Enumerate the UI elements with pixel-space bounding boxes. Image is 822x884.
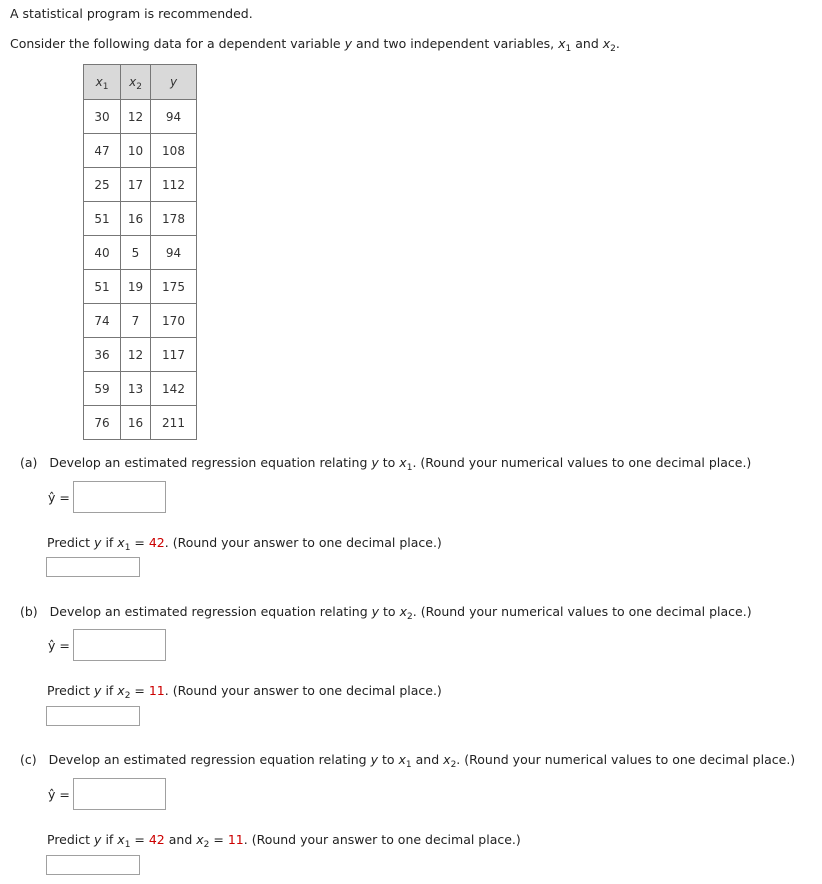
table-header-row	[84, 65, 197, 100]
cell-y: 175	[151, 270, 197, 304]
cell-y: 94	[151, 236, 197, 270]
cell-y: 94	[151, 100, 197, 134]
header-x1: $x_1$	[84, 65, 121, 100]
part-b-prediction-input[interactable]	[46, 706, 140, 726]
cell-x2: 5	[121, 236, 151, 270]
part-c-equation-input[interactable]	[73, 778, 166, 810]
cell-x2: 17	[121, 168, 151, 202]
table-row	[84, 236, 197, 270]
cell-x1: 25	[84, 168, 121, 202]
cell-x1: 74	[84, 304, 121, 338]
part-a-yhat-label: ŷ =	[48, 490, 70, 505]
table-row	[84, 100, 197, 134]
cell-x2: 10	[121, 134, 151, 168]
cell-y: 112	[151, 168, 197, 202]
cell-x2: 12	[121, 338, 151, 372]
data-table	[83, 64, 197, 440]
part-a-predict-prompt: Predict y if $x_1 = 42$. (Round your answer to one decimal place.)	[47, 535, 442, 553]
cell-x1: 47	[84, 134, 121, 168]
table-row	[84, 202, 197, 236]
cell-x1: 36	[84, 338, 121, 372]
cell-y: 178	[151, 202, 197, 236]
cell-y: 211	[151, 406, 197, 440]
cell-x1: 51	[84, 270, 121, 304]
table-row	[84, 406, 197, 440]
cell-x2: 13	[121, 372, 151, 406]
cell-y: 117	[151, 338, 197, 372]
part-a-question: (a) Develop an estimated regression equation relating y to $x_1$. (Round your numerical values to one decimal place.)	[20, 455, 752, 473]
header-y: y	[151, 65, 197, 100]
part-b-predict-prompt: Predict y if $x_2 = 11$. (Round your answer to one decimal place.)	[47, 683, 442, 701]
part-c-predict-prompt: Predict y if $x_1 = 42$ and $x_2 = 11$. (Round your answer to one decimal place.)	[47, 832, 521, 850]
cell-x1: 51	[84, 202, 121, 236]
cell-x2: 16	[121, 406, 151, 440]
cell-x1: 40	[84, 236, 121, 270]
table-row	[84, 134, 197, 168]
table-row	[84, 372, 197, 406]
cell-x1: 76	[84, 406, 121, 440]
cell-y: 108	[151, 134, 197, 168]
cell-y: 170	[151, 304, 197, 338]
table-row	[84, 338, 197, 372]
intro-line-2: Consider the following data for a dependent variable y and two independent variables, $x_1$ and $x_2$.	[10, 36, 620, 54]
header-x2: $x_2$	[121, 65, 151, 100]
part-b-yhat-label: ŷ =	[48, 638, 70, 653]
cell-y: 142	[151, 372, 197, 406]
part-a-equation-input[interactable]	[73, 481, 166, 513]
cell-x2: 16	[121, 202, 151, 236]
table-row	[84, 168, 197, 202]
part-c-prediction-input[interactable]	[46, 855, 140, 875]
cell-x2: 19	[121, 270, 151, 304]
part-c-question: (c) Develop an estimated regression equation relating y to $x_1$ and $x_2$. (Round your numerical values to one decimal place.)	[20, 752, 796, 770]
part-b-question: (b) Develop an estimated regression equation relating y to $x_2$. (Round your numerical values to one decimal place.)	[20, 604, 752, 622]
table-row	[84, 270, 197, 304]
cell-x2: 7	[121, 304, 151, 338]
cell-x2: 12	[121, 100, 151, 134]
cell-x1: 30	[84, 100, 121, 134]
part-a-prediction-input[interactable]	[46, 557, 140, 577]
table-row	[84, 304, 197, 338]
part-c-yhat-label: ŷ =	[48, 787, 70, 802]
part-b-equation-input[interactable]	[73, 629, 166, 661]
intro-line-1: A statistical program is recommended.	[10, 6, 253, 21]
cell-x1: 59	[84, 372, 121, 406]
